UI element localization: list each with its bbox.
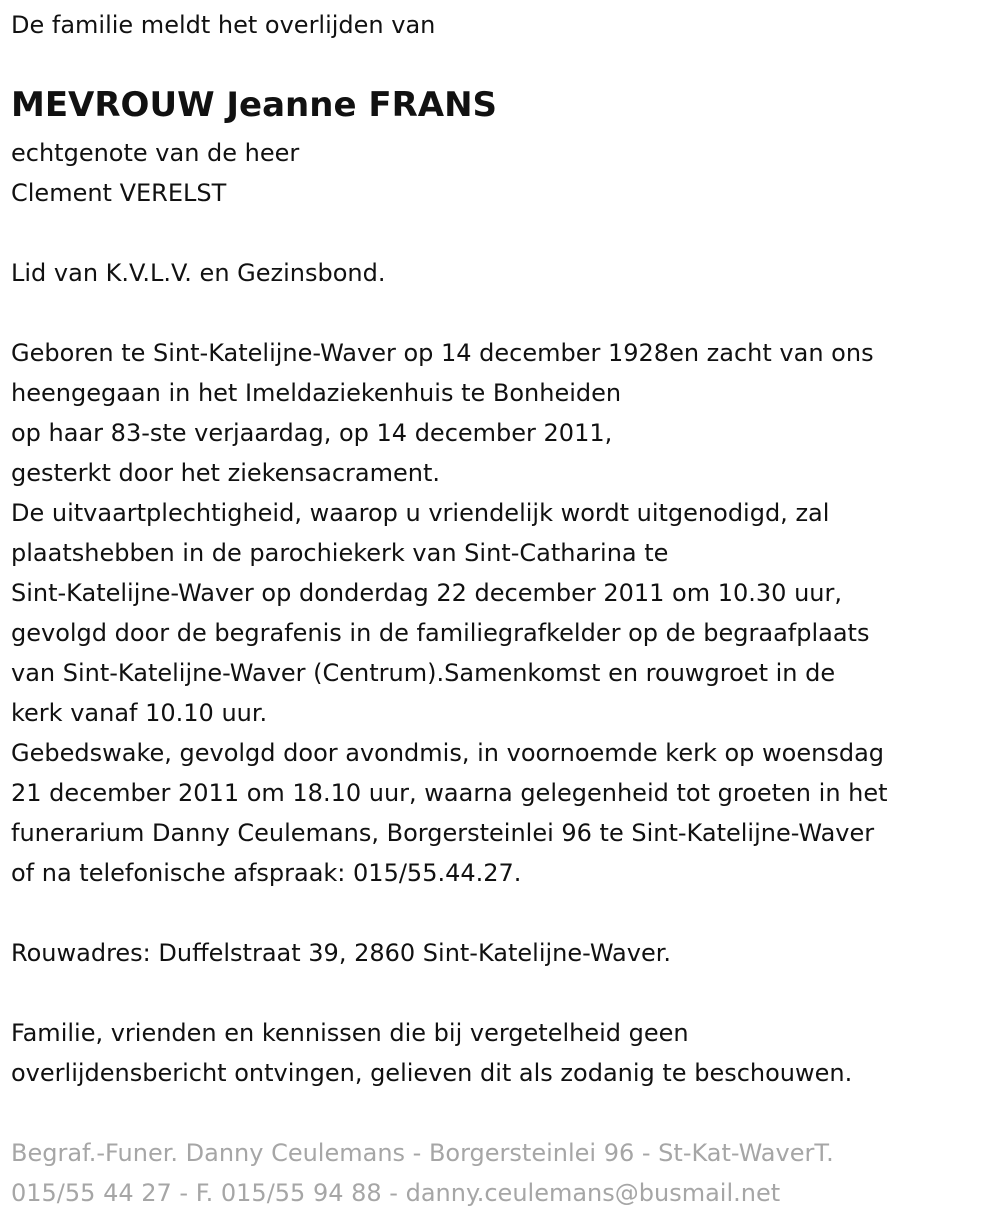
- address-block: [11, 933, 671, 973]
- main-text-line: Gebedswake, gevolgd door avondmis, in voornoemde kerk op woensdag: [11, 739, 885, 767]
- main-text-block: [11, 333, 888, 893]
- main-text-line: Sint-Katelijne-Waver op donderdag 22 december 2011 om 10.30 uur,: [11, 579, 842, 607]
- intro-text: De familie meldt het overlijden van: [11, 11, 436, 39]
- membership-text: Lid van K.V.L.V. en Gezinsbond.: [11, 259, 386, 287]
- mourning-address: Rouwadres: Duffelstraat 39, 2860 Sint-Katelijne-Waver.: [11, 939, 671, 967]
- spouse-block: [11, 133, 299, 213]
- main-text-line: van Sint-Katelijne-Waver (Centrum).Samenkomst en rouwgroet in de: [11, 659, 836, 687]
- closing-line: Familie, vrienden en kennissen die bij vergetelheid geen: [11, 1019, 689, 1047]
- footer-line: Begraf.-Funer. Danny Ceulemans - Borgersteinlei 96 - St-Kat-WaverT.: [11, 1139, 834, 1167]
- membership-block: [11, 253, 386, 293]
- main-text-line: gevolgd door de begrafenis in de familiegrafkelder op de begraafplaats: [11, 619, 870, 647]
- main-text-line: kerk vanaf 10.10 uur.: [11, 699, 268, 727]
- footer-line: 015/55 44 27 - F. 015/55 94 88 - danny.ceulemans@busmail.net: [11, 1179, 781, 1207]
- main-text-line: plaatshebben in de parochiekerk van Sint-Catharina te: [11, 539, 669, 567]
- main-text-line: De uitvaartplechtigheid, waarop u vriendelijk wordt uitgenodigd, zal: [11, 499, 830, 527]
- main-text-line: funerarium Danny Ceulemans, Borgersteinlei 96 te Sint-Katelijne-Waver: [11, 819, 875, 847]
- closing-block: [11, 1013, 852, 1093]
- deceased-name: MEVROUW Jeanne FRANS: [11, 85, 498, 125]
- main-text-line: heengegaan in het Imeldaziekenhuis te Bonheiden: [11, 379, 622, 407]
- spouse-line: Clement VERELST: [11, 179, 227, 207]
- main-text-line: of na telefonische afspraak: 015/55.44.27.: [11, 859, 522, 887]
- main-text-line: 21 december 2011 om 18.10 uur, waarna gelegenheid tot groeten in het: [11, 779, 888, 807]
- main-text-line: Geboren te Sint-Katelijne-Waver op 14 december 1928en zacht van ons: [11, 339, 874, 367]
- closing-line: overlijdensbericht ontvingen, gelieven dit als zodanig te beschouwen.: [11, 1059, 853, 1087]
- main-text-line: gesterkt door het ziekensacrament.: [11, 459, 441, 487]
- spouse-line: echtgenote van de heer: [11, 139, 300, 167]
- funeral-home-footer: [11, 1133, 834, 1213]
- main-text-line: op haar 83-ste verjaardag, op 14 december 2011,: [11, 419, 613, 447]
